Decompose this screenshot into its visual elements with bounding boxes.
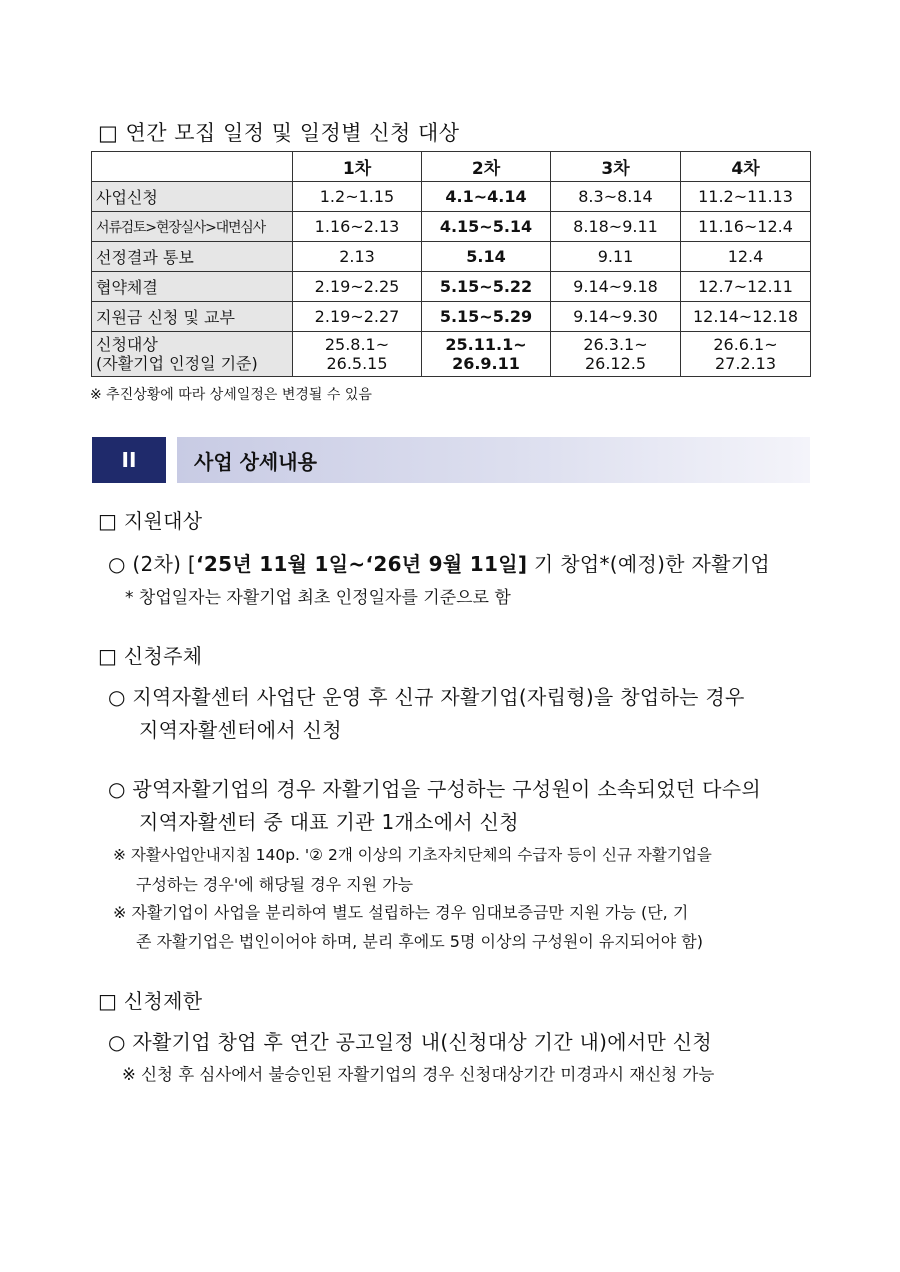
cell-line: 27.2.13 [714, 354, 777, 373]
table-cell: 8.3~8.14 [551, 182, 681, 212]
table-cell [681, 332, 811, 377]
column-header-3: 3차 [551, 152, 681, 182]
row-label [92, 332, 293, 377]
cell-line: 25.11.1~ [445, 335, 527, 354]
cell-line: 26.12.5 [584, 354, 647, 373]
section-title-bar [177, 437, 810, 483]
applicant-item-2-line-2: 지역자활센터 중 대표 기관 1개소에서 신청 [139, 810, 519, 834]
applicant-heading: □ 신청주체 [98, 644, 203, 668]
table-cell: 4.1~4.14 [422, 182, 551, 212]
table-cell: 8.18~9.11 [551, 212, 681, 242]
applicant-item-1-line-2: 지역자활센터에서 신청 [139, 718, 342, 742]
cell-line: 26.9.11 [452, 354, 520, 373]
applicant-note-2-line-2: 존 자활기업은 법인이어야 하며, 분리 후에도 5명 이상의 구성원이 유지되어야 함) [136, 932, 703, 951]
table-row [92, 272, 811, 302]
row-label: 사업신청 [92, 182, 293, 212]
applicant-item-2-line-1: ○ 광역자활기업의 경우 자활기업을 구성하는 구성원이 소속되었던 다수의 [108, 777, 761, 801]
row-label-line: (자활기업 인정일 기준) [96, 354, 258, 373]
cell-line: 26.6.1~ [713, 335, 778, 354]
table-cell: 1.2~1.15 [293, 182, 422, 212]
column-header-4: 4차 [681, 152, 811, 182]
applicant-note-1-line-2: 구성하는 경우'에 해당될 경우 지원 가능 [136, 875, 414, 894]
cell-line: 25.8.1~ [324, 335, 390, 354]
table-cell: 12.7~12.11 [681, 272, 811, 302]
applicant-item-1-line-1: ○ 지역자활센터 사업단 운영 후 신규 자활기업(자립형)을 창업하는 경우 [108, 685, 745, 709]
schedule-note: ※ 추진상황에 따라 상세일정은 변경될 수 있음 [90, 387, 372, 403]
table-cell: 2.19~2.25 [293, 272, 422, 302]
table-cell [293, 332, 422, 377]
row-label: 협약체결 [92, 272, 293, 302]
section-title: 사업 상세내용 [194, 449, 317, 474]
table-cell: 9.14~9.18 [551, 272, 681, 302]
row-label: 서류검토>현장실사>대면심사 [92, 212, 293, 242]
table-cell [422, 332, 551, 377]
table-cell: 12.4 [681, 242, 811, 272]
cell-line: 26.5.15 [326, 354, 388, 373]
column-header-1: 1차 [293, 152, 422, 182]
table-row-target [92, 332, 811, 377]
target-item-prefix: ○ (2차) [ [108, 552, 197, 576]
table-row [92, 302, 811, 332]
table-cell: 11.2~11.13 [681, 182, 811, 212]
restriction-note: ※ 신청 후 심사에서 불승인된 자활기업의 경우 신청대상기간 미경과시 재신청 가능 [122, 1065, 715, 1084]
column-header-2: 2차 [422, 152, 551, 182]
table-cell: 5.14 [422, 242, 551, 272]
restriction-heading: □ 신청제한 [98, 989, 203, 1013]
section-number-badge: II [92, 437, 166, 483]
table-header-row [92, 152, 811, 182]
target-item-period: ‘25년 11월 1일~‘26년 9월 11일] [196, 552, 528, 576]
target-note: * 창업일자는 자활기업 최초 인정일자를 기준으로 함 [125, 588, 511, 608]
table-row [92, 242, 811, 272]
table-cell: 2.19~2.27 [293, 302, 422, 332]
table-cell: 5.15~5.29 [422, 302, 551, 332]
table-cell: 4.15~5.14 [422, 212, 551, 242]
schedule-table [91, 151, 811, 377]
table-cell: 1.16~2.13 [293, 212, 422, 242]
applicant-note-1-line-1: ※ 자활사업안내지침 140p. '② 2개 이상의 기초자치단체의 수급자 등이 신규 자활기업을 [113, 846, 712, 864]
restriction-item: ○ 자활기업 창업 후 연간 공고일정 내(신청대상 기간 내)에서만 신청 [108, 1030, 712, 1054]
target-item-suffix: 기 창업*(예정)한 자활기업 [527, 552, 770, 576]
table-corner-cell [92, 152, 293, 182]
table-cell: 9.14~9.30 [551, 302, 681, 332]
cell-line: 26.3.1~ [583, 335, 648, 354]
applicant-note-2-line-1: ※ 자활기업이 사업을 분리하여 별도 설립하는 경우 임대보증금만 지원 가능 (단, 기 [113, 903, 689, 922]
table-row [92, 212, 811, 242]
target-item [108, 548, 770, 577]
table-cell: 2.13 [293, 242, 422, 272]
table-cell: 11.16~12.4 [681, 212, 811, 242]
row-label: 지원금 신청 및 교부 [92, 302, 293, 332]
row-label: 선정결과 통보 [92, 242, 293, 272]
schedule-heading: □ 연간 모집 일정 및 일정별 신청 대상 [98, 121, 460, 145]
target-heading: □ 지원대상 [98, 509, 203, 533]
row-label-line: 신청대상 [96, 335, 158, 354]
table-cell [551, 332, 681, 377]
table-cell: 12.14~12.18 [681, 302, 811, 332]
table-row [92, 182, 811, 212]
table-cell: 5.15~5.22 [422, 272, 551, 302]
table-cell: 9.11 [551, 242, 681, 272]
